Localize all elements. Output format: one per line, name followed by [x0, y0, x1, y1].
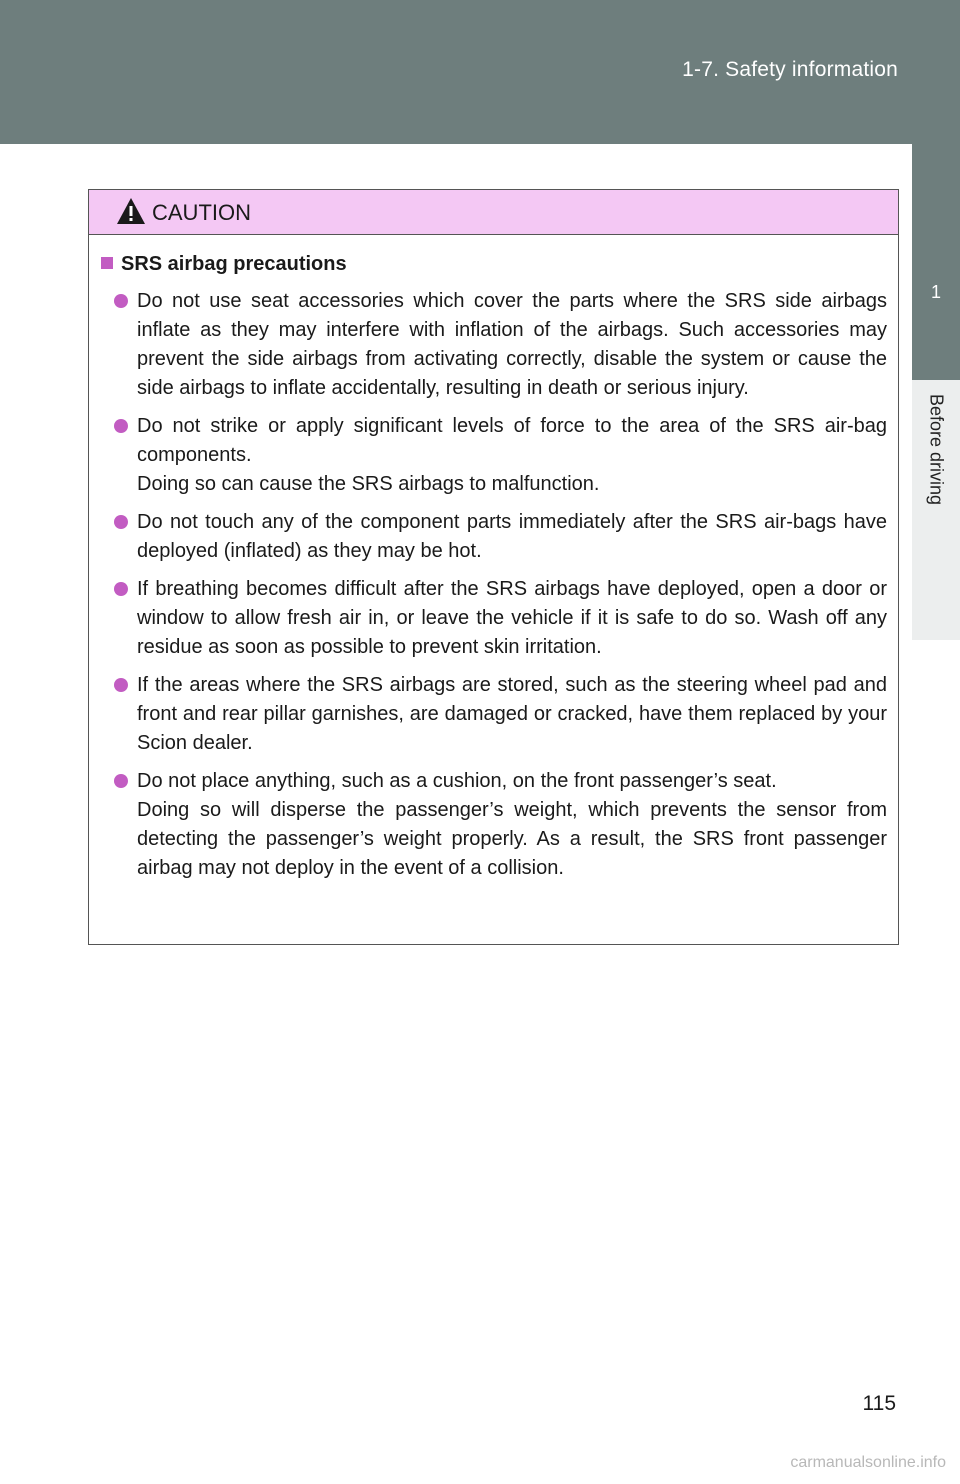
circle-bullet-icon: [114, 678, 128, 692]
bullet-text: Doing so will disperse the passenger’s weight, which prevents the sensor from detecting the passenger’s weight properly. As a result, the SRS front passenger airbag may not deploy in the event of a collision.: [137, 799, 887, 879]
bullet-list: [111, 287, 887, 892]
section-heading: [101, 253, 347, 276]
bullet-text: Do not place anything, such as a cushion, on the front passenger’s seat.: [137, 770, 777, 792]
caution-header: [89, 190, 898, 235]
square-bullet-icon: [101, 257, 113, 269]
circle-bullet-icon: [114, 582, 128, 596]
chapter-tab: [912, 144, 960, 380]
circle-bullet-icon: [114, 419, 128, 433]
caution-box: [88, 189, 899, 945]
bullet-text: If breathing becomes difficult after the SRS airbags have deployed, open a door or window to allow fresh air in, or leave the vehicle if it is safe to do so. Wash off any residue as soon as possible to prevent skin irritation.: [137, 578, 887, 658]
section-title: 1-7. Safety information: [682, 58, 898, 81]
bullet-text: Do not use seat accessories which cover the parts where the SRS side airbags inflate as they may interfere with inflation of the airbags. Such accessories may prevent the side airbags from activating correctly, disable the system or cause the side airbags to inflate accidentally, resulting in death or serious injury.: [137, 290, 887, 399]
list-item: [111, 575, 887, 662]
bullet-text: If the areas where the SRS airbags are stored, such as the steering wheel pad and front and rear pillar garnishes, are damaged or cracked, have them replaced by your Scion dealer.: [137, 674, 887, 754]
chapter-label: Before driving: [926, 394, 947, 506]
list-item: [111, 412, 887, 499]
list-item: [111, 671, 887, 758]
bullet-text: Do not touch any of the component parts immediately after the SRS air-bags have deployed (inflated) as they may be hot.: [137, 511, 887, 562]
list-item: [111, 287, 887, 403]
section-heading-text: SRS airbag precautions: [121, 253, 347, 275]
page-number: 115: [862, 1392, 896, 1415]
bullet-text: Do not strike or apply significant levels of force to the area of the SRS air-bag components.: [137, 415, 887, 466]
caution-title: CAUTION: [152, 200, 251, 225]
circle-bullet-icon: [114, 294, 128, 308]
list-item: [111, 767, 887, 883]
warning-triangle-icon: [116, 197, 146, 225]
watermark: carmanualsonline.info: [790, 1454, 946, 1471]
chapter-number: 1: [930, 282, 941, 302]
chapter-label-tab: [912, 380, 960, 640]
circle-bullet-icon: [114, 515, 128, 529]
list-item: [111, 508, 887, 566]
circle-bullet-icon: [114, 774, 128, 788]
caution-body: [89, 235, 898, 944]
bullet-text: Doing so can cause the SRS airbags to malfunction.: [137, 473, 600, 495]
